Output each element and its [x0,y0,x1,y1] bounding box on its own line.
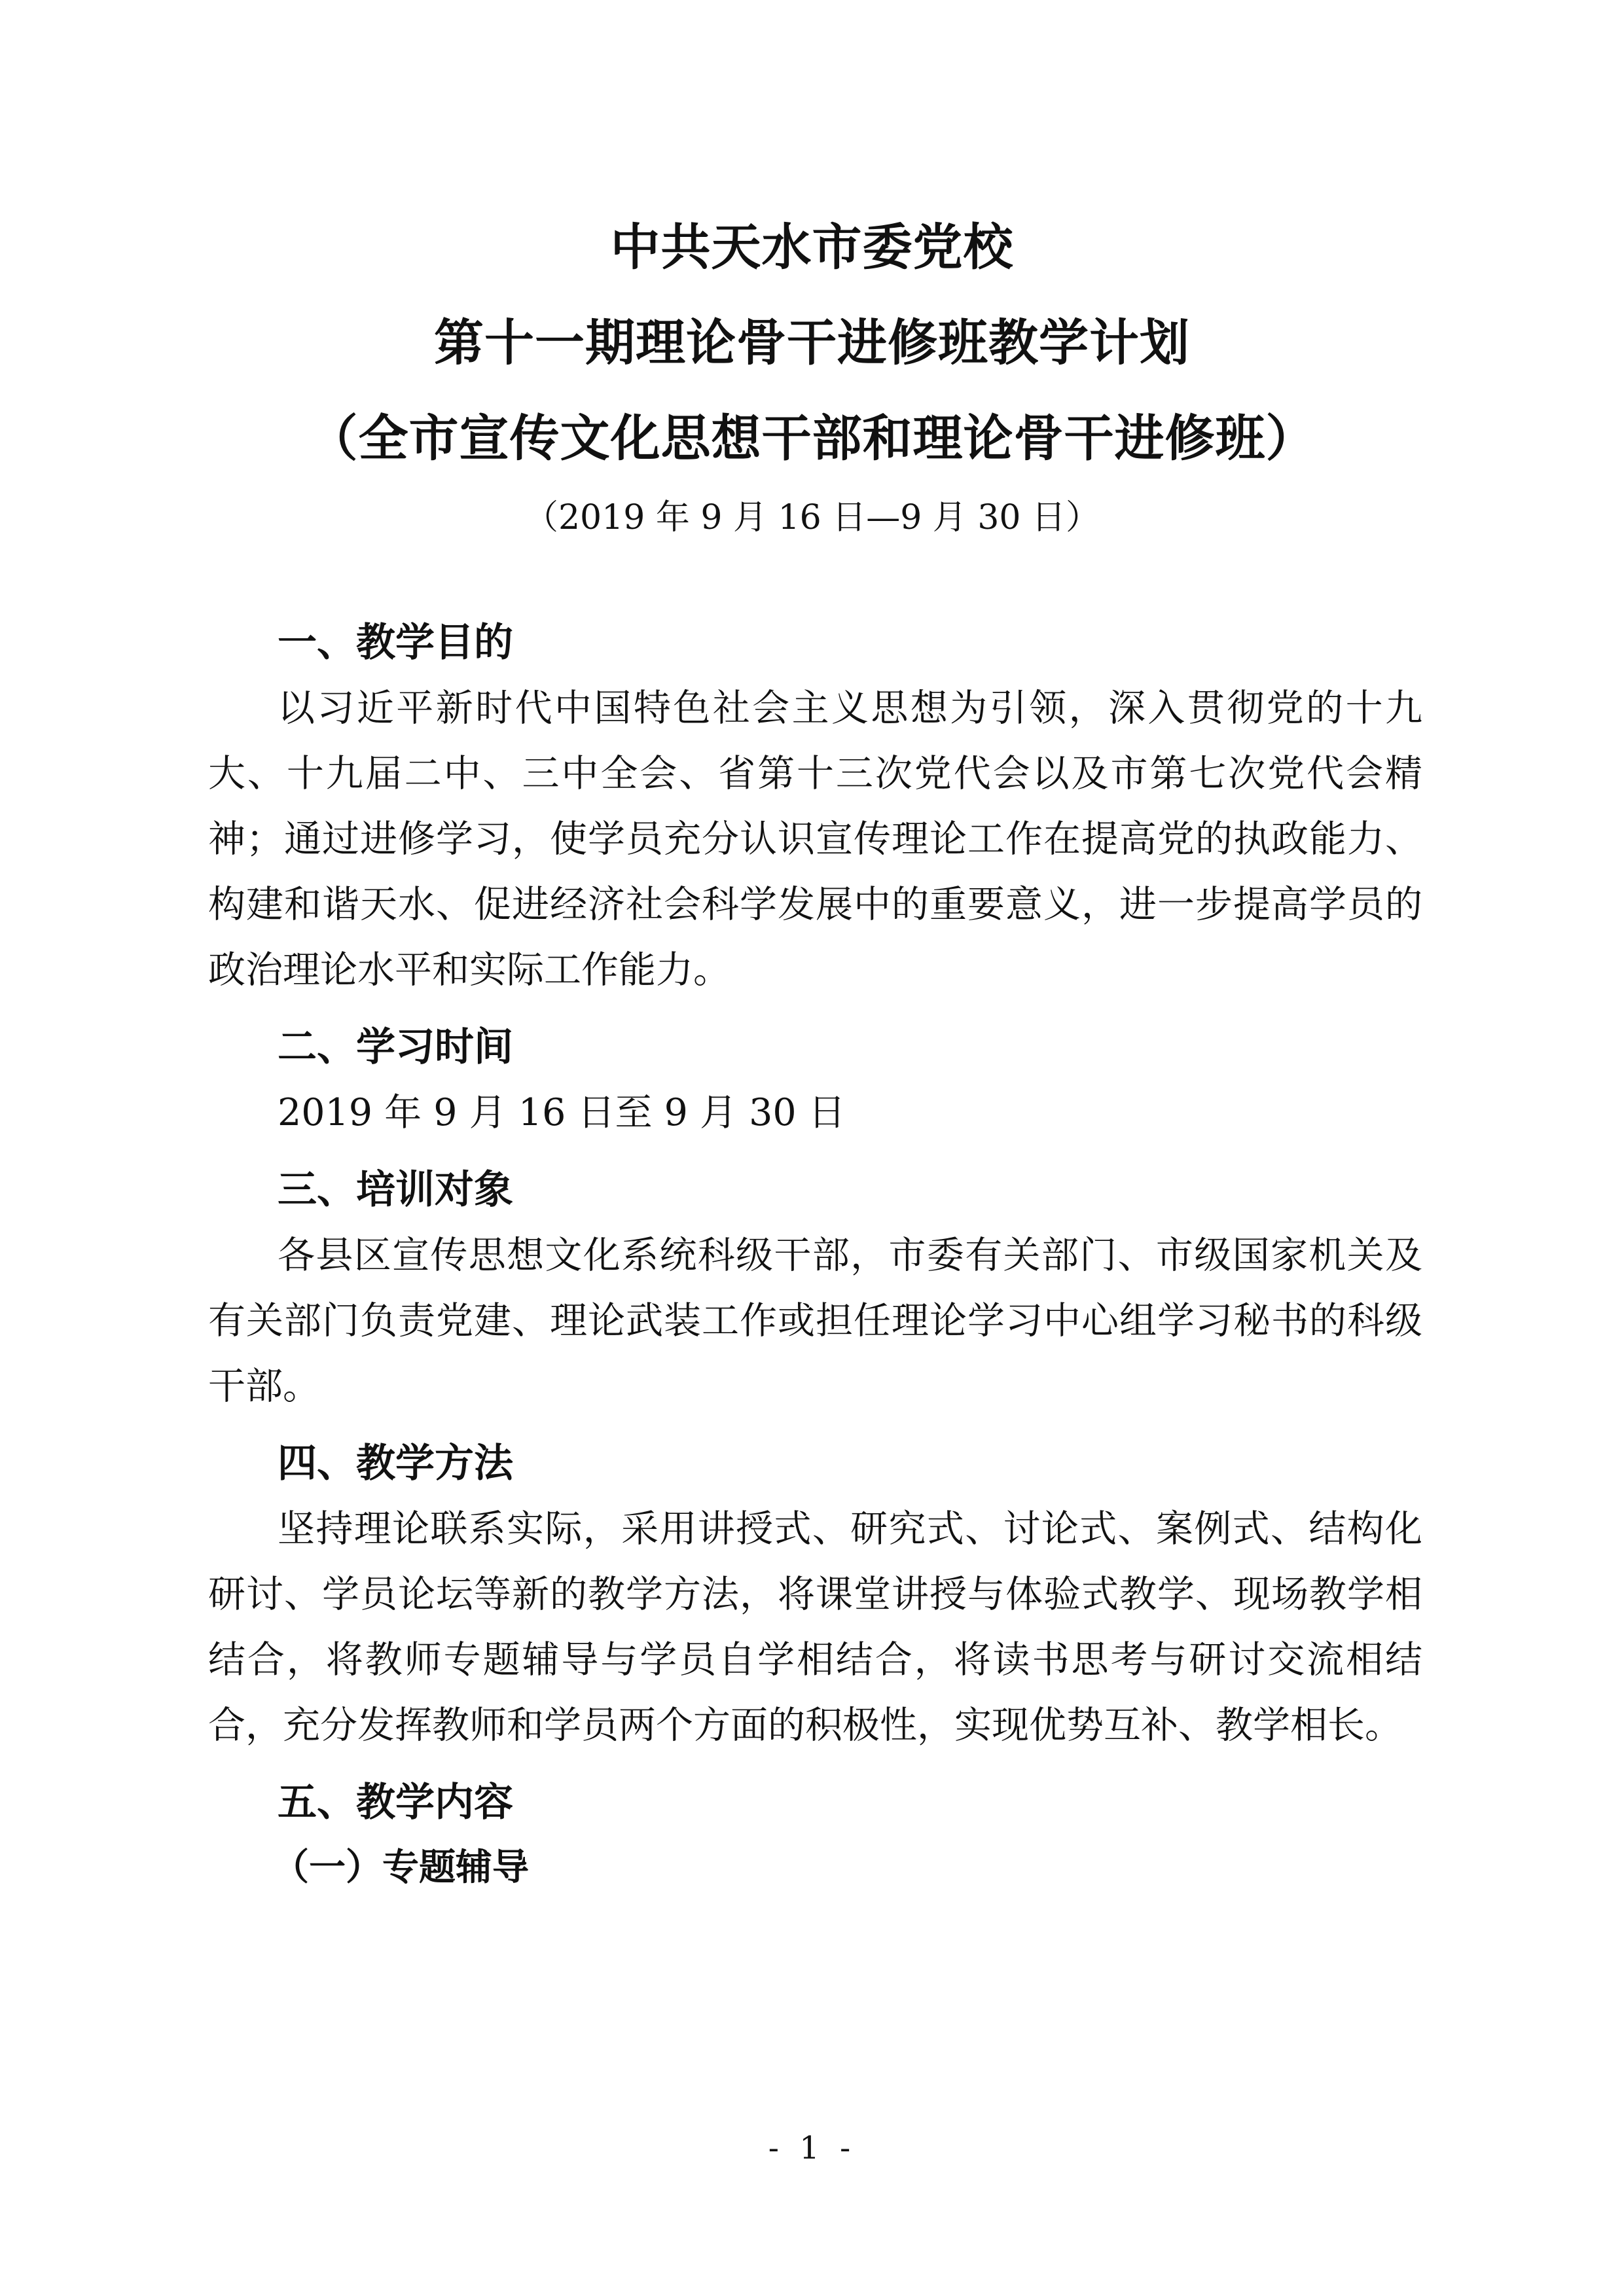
section-heading-teaching-purpose: 一、教学目的 [278,620,513,666]
section-heading-teaching-content: 五、教学内容 [278,1780,513,1825]
title-plan: 第十一期理论骨干进修班教学计划 [434,314,1190,372]
title-class-subtitle: （全市宣传文化思想干部和理论骨干进修班） [308,409,1316,467]
subsection-heading-special-lectures: （一）专题辅导 [272,1846,529,1889]
document-body [208,610,1422,1901]
document-title-block [0,200,1624,544]
section-body-study-time: 2019 年 9 月 16 日至 9 月 30 日 [278,1091,846,1134]
section-heading-teaching-method: 四、教学方法 [278,1441,513,1486]
section-heading-study-time: 二、学习时间 [278,1024,513,1070]
page-number: - 1 - [768,2130,856,2166]
section-body-teaching-method: 坚持理论联系实际，采用讲授式、研究式、讨论式、案例式、结构化研讨、学员论坛等新的教学方法，将课堂讲授与体验式教学、现场教学相结合，将教师专题辅导与学员自学相结合，将读书思考与研讨交流相结合，充分发挥教师和学员两个方面的积极性，实现优势互补、教学相长。 [208,1507,1422,1747]
title-school: 中共天水市委党校 [610,218,1014,276]
section-body-trainees: 各县区宣传思想文化系统科级干部，市委有关部门、市级国家机关及有关部门负责党建、理论武装工作或担任理论学习中心组学习秘书的科级干部。 [208,1234,1422,1408]
section-body-teaching-purpose: 以习近平新时代中国特色社会主义思想为引领，深入贯彻党的十九大、十九届二中、三中全会、省第十三次党代会以及市第七次党代会精神；通过进修学习，使学员充分认识宣传理论工作在提高党的执政能力、构建和谐天水、促进经济社会科学发展中的重要意义，进一步提高学员的政治理论水平和实际工作能力。 [208,687,1422,992]
title-date-range: （2019 年 9 月 16 日—9 月 30 日） [524,498,1100,537]
section-heading-trainees: 三、培训对象 [278,1167,513,1213]
